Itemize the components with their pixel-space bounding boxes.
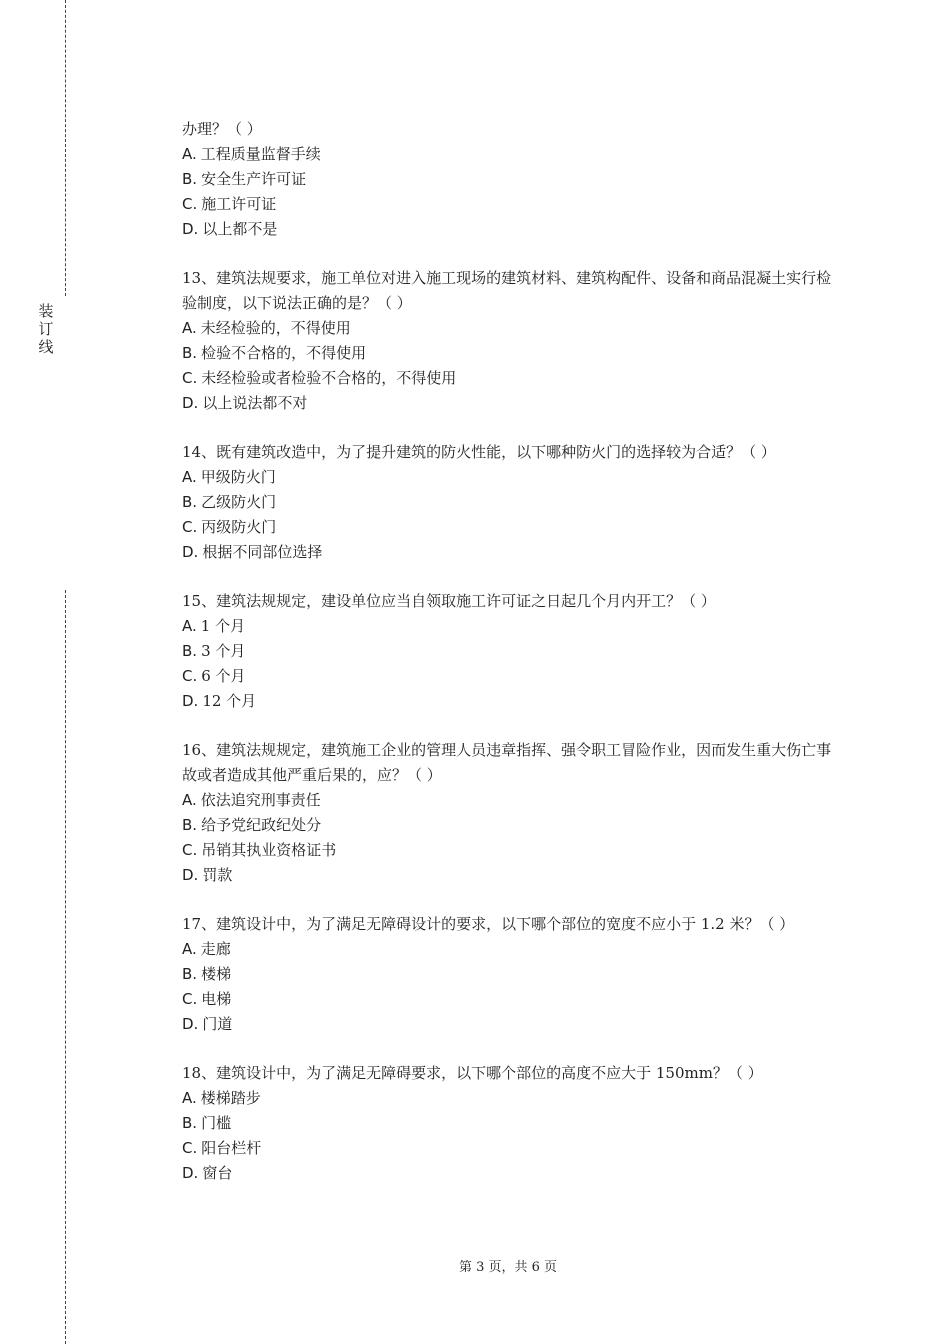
- option-d: [182, 391, 842, 416]
- binding-line-bottom: [65, 590, 66, 1344]
- binding-label: [36, 302, 56, 356]
- option-letter: C.: [182, 1139, 198, 1157]
- option-b: [182, 341, 842, 366]
- option-c: [182, 987, 842, 1012]
- question-stem: 18、建筑设计中，为了满足无障碍要求，以下哪个部位的高度不应大于 150mm？（ ）: [182, 1064, 763, 1082]
- option-letter: A.: [182, 1089, 197, 1107]
- option-letter: D.: [182, 1015, 199, 1033]
- option-c: [182, 515, 842, 540]
- question-stem: 办理？（ ）: [182, 120, 262, 138]
- question-17: [182, 912, 842, 1037]
- option-text: 未经检验的，不得使用: [200, 319, 351, 337]
- option-letter: B.: [182, 344, 198, 362]
- page-number: 第 3 页，共 6 页: [458, 1260, 558, 1275]
- option-d: [182, 540, 842, 565]
- option-c: [182, 1136, 842, 1161]
- option-text: 楼梯: [201, 965, 232, 983]
- option-letter: A.: [182, 940, 197, 958]
- option-letter: B.: [182, 965, 198, 983]
- option-letter: A.: [182, 145, 197, 163]
- option-letter: A.: [182, 468, 197, 486]
- option-text: 以上都不是: [202, 220, 278, 238]
- option-letter: B.: [182, 493, 198, 511]
- option-d: [182, 1012, 842, 1037]
- binding-label-char: 装: [38, 302, 54, 320]
- option-a: [182, 1086, 842, 1111]
- option-text: 12 个月: [202, 692, 257, 710]
- question-12-continued: [182, 117, 842, 242]
- option-c: [182, 366, 842, 391]
- option-text: 乙级防火门: [201, 493, 277, 511]
- option-text: 楼梯踏步: [200, 1089, 261, 1107]
- option-text: 走廊: [200, 940, 231, 958]
- option-text: 窗台: [202, 1164, 233, 1182]
- option-text: 门槛: [201, 1114, 232, 1132]
- option-letter: B.: [182, 170, 198, 188]
- question-18: [182, 1061, 842, 1186]
- question-stem: 14、既有建筑改造中，为了提升建筑的防火性能，以下哪种防火门的选择较为合适？（ ）: [182, 443, 776, 461]
- option-b: [182, 962, 842, 987]
- option-letter: D.: [182, 866, 199, 884]
- option-letter: A.: [182, 791, 197, 809]
- option-d: [182, 863, 842, 888]
- page-footer: [0, 1256, 950, 1275]
- question-list: [182, 117, 842, 1186]
- option-text: 给予党纪政纪处分: [201, 816, 322, 834]
- binding-label-char: 线: [38, 338, 54, 356]
- option-c: [182, 838, 842, 863]
- option-b: [182, 167, 842, 192]
- option-text: 根据不同部位选择: [202, 543, 323, 561]
- option-b: [182, 639, 842, 664]
- question-stem: 13、建筑法规要求，施工单位对进入施工现场的建筑材料、建筑构配件、设备和商品混凝土实行检验制度，以下说法正确的是？（ ）: [182, 269, 832, 312]
- option-text: 依法追究刑事责任: [200, 791, 321, 809]
- option-text: 施工许可证: [201, 195, 277, 213]
- option-letter: C.: [182, 841, 198, 859]
- option-d: [182, 689, 842, 714]
- option-b: [182, 813, 842, 838]
- question-14: [182, 440, 842, 565]
- option-text: 检验不合格的，不得使用: [201, 344, 367, 362]
- option-d: [182, 217, 842, 242]
- question-stem: 15、建筑法规规定，建设单位应当自领取施工许可证之日起几个月内开工？（ ）: [182, 592, 716, 610]
- option-text: 门道: [202, 1015, 233, 1033]
- option-letter: D.: [182, 394, 199, 412]
- option-text: 3 个月: [201, 642, 246, 660]
- option-a: [182, 788, 842, 813]
- option-c: [182, 192, 842, 217]
- question-15: [182, 589, 842, 714]
- option-letter: A.: [182, 617, 197, 635]
- option-d: [182, 1161, 842, 1186]
- option-a: [182, 937, 842, 962]
- option-letter: C.: [182, 369, 198, 387]
- option-letter: C.: [182, 518, 198, 536]
- option-b: [182, 490, 842, 515]
- option-letter: B.: [182, 1114, 198, 1132]
- question-stem: 16、建筑法规规定，建筑施工企业的管理人员违章指挥、强令职工冒险作业，因而发生重大伤亡事故或者造成其他严重后果的，应？（ ）: [182, 741, 832, 784]
- option-text: 安全生产许可证: [201, 170, 307, 188]
- option-letter: B.: [182, 816, 198, 834]
- option-a: [182, 465, 842, 490]
- option-letter: A.: [182, 319, 197, 337]
- binding-line-top: [65, 0, 66, 296]
- option-letter: D.: [182, 692, 199, 710]
- option-text: 未经检验或者检验不合格的，不得使用: [201, 369, 457, 387]
- option-text: 甲级防火门: [200, 468, 276, 486]
- option-letter: B.: [182, 642, 198, 660]
- option-text: 吊销其执业资格证书: [201, 841, 337, 859]
- option-text: 电梯: [201, 990, 232, 1008]
- option-a: [182, 614, 842, 639]
- option-text: 工程质量监督手续: [200, 145, 321, 163]
- binding-label-char: 订: [38, 320, 54, 338]
- option-text: 6 个月: [201, 667, 246, 685]
- option-c: [182, 664, 842, 689]
- question-stem: 17、建筑设计中，为了满足无障碍设计的要求，以下哪个部位的宽度不应小于 1.2 米？（ ）: [182, 915, 795, 933]
- option-letter: C.: [182, 195, 198, 213]
- option-a: [182, 142, 842, 167]
- option-text: 以上说法都不对: [202, 394, 308, 412]
- option-text: 丙级防火门: [201, 518, 277, 536]
- option-a: [182, 316, 842, 341]
- option-text: 1 个月: [200, 617, 246, 635]
- option-letter: C.: [182, 667, 198, 685]
- question-13: [182, 266, 842, 416]
- option-b: [182, 1111, 842, 1136]
- option-letter: D.: [182, 1164, 199, 1182]
- option-text: 罚款: [202, 866, 233, 884]
- question-16: [182, 738, 842, 888]
- option-letter: D.: [182, 220, 199, 238]
- option-text: 阳台栏杆: [201, 1139, 262, 1157]
- option-letter: C.: [182, 990, 198, 1008]
- option-letter: D.: [182, 543, 199, 561]
